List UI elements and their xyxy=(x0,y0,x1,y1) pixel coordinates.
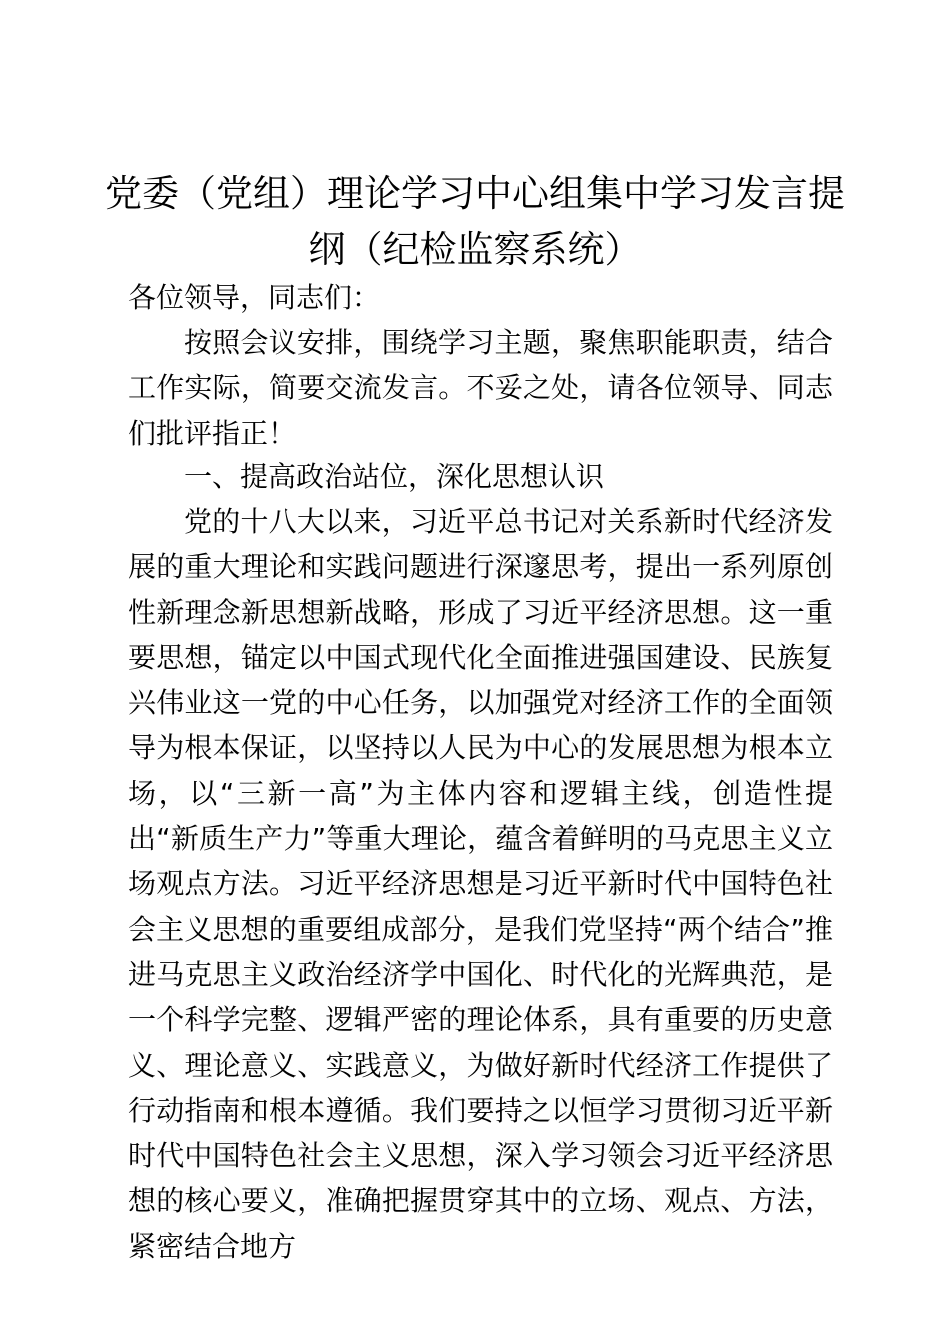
intro-paragraph: 按照会议安排，围绕学习主题，聚焦职能职责，结合工作实际，简要交流发言。不妥之处，请各位领导、同志们批评指正！ xyxy=(128,326,833,450)
section-heading: 一、提高政治站位，深化思想认识 xyxy=(184,460,605,493)
body-paragraph: 党的十八大以来，习近平总书记对关系新时代经济发展的重大理论和实践问题进行深邃思考，提出一系列原创性新理念新思想新战略，形成了习近平经济思想。这一重要思想，锚定以中国式现代化全面推进强国建设、民族复兴伟业这一党的中心任务，以加强党对经济工作的全面领导为根本保证，以坚持以人民为中心的发展思想为根本立场，以“三新一高”为主体内容和逻辑主线，创造性提出“新质生产力”等重大理论，蕴含着鲜明的马克思主义立场观点方法。习近平经济思想是习近平新时代中国特色社会主义思想的重要组成部分，是我们党坚持“两个结合”推进马克思主义政治经济学中国化、时代化的光辉典范，是一个科学完整、逻辑严密的理论体系，具有重要的历史意义、理论意义、实践意义，为做好新时代经济工作提供了行动指南和根本遵循。我们要持之以恒学习贯彻习近平新时代中国特色社会主义思想，深入学习领会习近平经济思想的核心要义，准确把握贯穿其中的立场、观点、方法，紧密结合地方 xyxy=(128,505,833,1263)
document-title: 党委（党组）理论学习中心组集中学习发言提纲（纪检监察系统） xyxy=(105,172,845,271)
salutation: 各位领导，同志们： xyxy=(128,281,381,314)
